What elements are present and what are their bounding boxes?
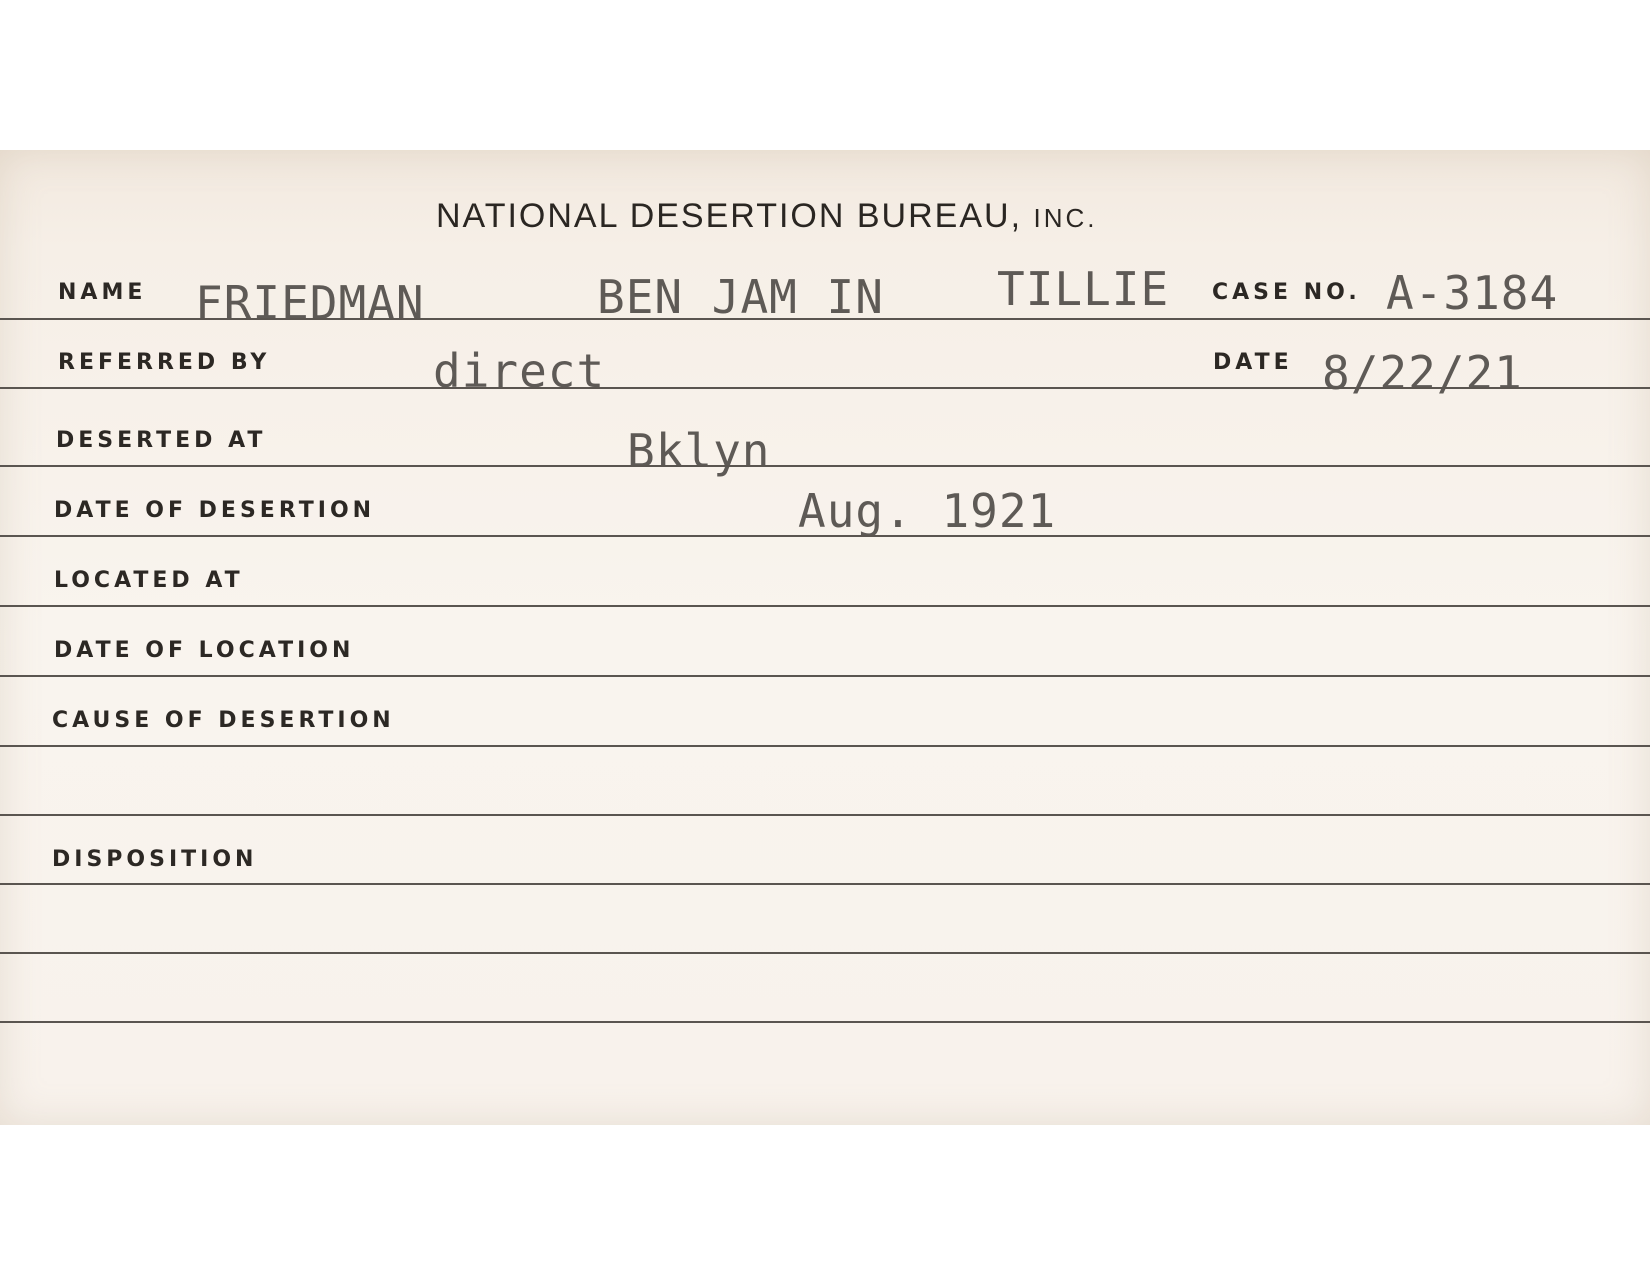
deserted-at-value: Bklyn [627,424,771,478]
date-of-location-label: DATE OF LOCATION [54,638,355,663]
surname-value: FRIEDMAN [195,276,425,330]
located-at-label: LOCATED AT [54,568,244,593]
name-label: NAME [58,280,147,305]
card-title [436,197,1097,236]
disposition-continuation-rule-2 [0,1021,1650,1023]
case-no-value: A-3184 [1386,266,1559,320]
deserted-at-rule [0,465,1650,467]
card-title-main: NATIONAL DESERTION BUREAU, [436,197,1023,235]
deserted-at-label: DESERTED AT [56,428,267,453]
cause-continuation-rule [0,814,1650,816]
referred-by-rule [0,387,1650,389]
referred-by-value: direct [433,344,606,398]
date-of-location-rule [0,675,1650,677]
date-value: 8/22/21 [1322,346,1523,400]
case-no-label: CASE NO. [1212,280,1361,305]
cause-of-desertion-rule [0,745,1650,747]
wife-name-value: TILLIE [997,262,1170,316]
date-of-desertion-rule [0,535,1650,537]
cause-of-desertion-label: CAUSE OF DESERTION [52,708,395,733]
desertion-record-card [0,150,1650,1125]
date-of-desertion-label: DATE OF DESERTION [54,498,376,523]
disposition-rule [0,883,1650,885]
located-at-rule [0,605,1650,607]
date-of-desertion-value: Aug. 1921 [798,484,1057,538]
referred-by-label: REFERRED BY [58,350,271,375]
husband-name-value: BEN JAM IN [597,270,884,324]
name-rule [0,318,1650,320]
card-title-suffix: INC. [1033,203,1098,233]
disposition-continuation-rule-1 [0,952,1650,954]
date-label: DATE [1213,350,1293,375]
disposition-label: DISPOSITION [52,847,258,872]
